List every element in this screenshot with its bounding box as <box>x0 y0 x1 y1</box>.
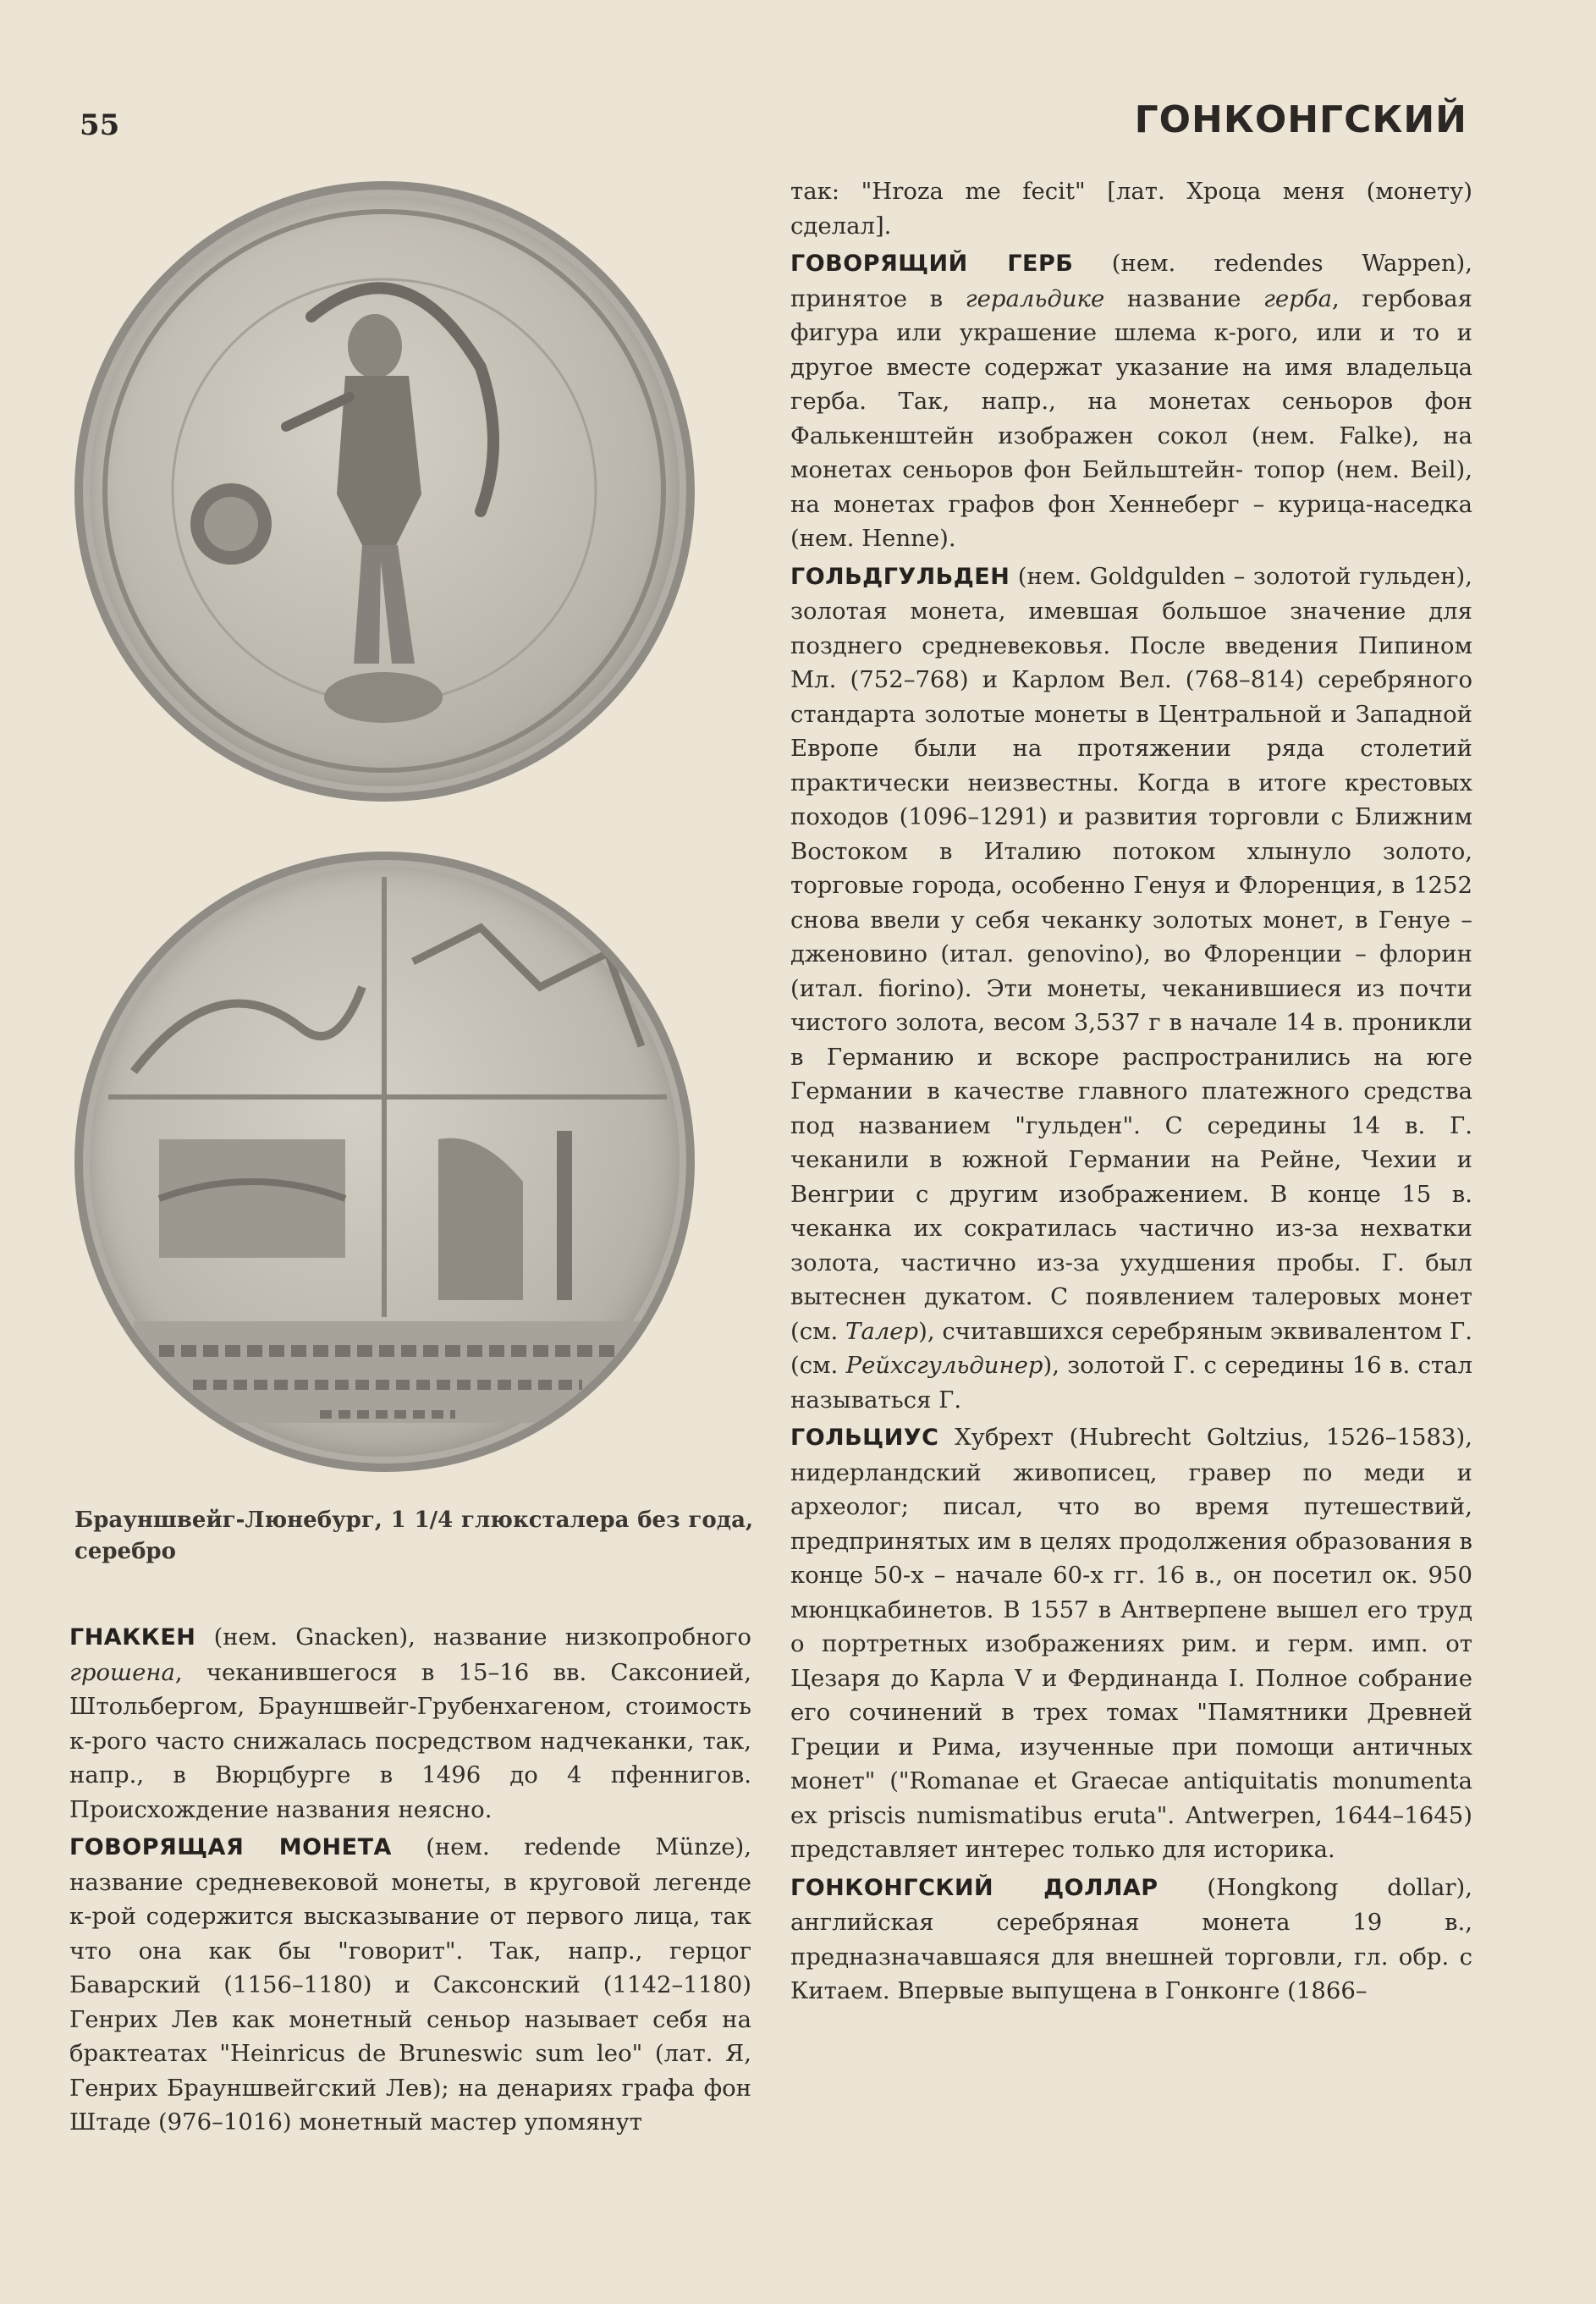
headword: ГОЛЬДГУЛЬДЕН <box>790 563 1010 590</box>
headword: ГОВОРЯЩАЯ МОНЕТА <box>69 1834 392 1860</box>
headword: ГОВОРЯЩИЙ ГЕРБ <box>790 251 1074 277</box>
cross-reference: Талер <box>845 1317 919 1345</box>
running-head: ГОНКОНГСКИЙ <box>1134 98 1467 141</box>
entry-text: (нем. redendes Wappen), принятое в <box>790 250 1473 312</box>
coin-obverse-art <box>83 190 686 793</box>
entry-text: (нем. redende Münze), название средневековой монеты, в круговой легенде к-рой содержится высказывание от первого лица, так что она как бы "говорит". Так, напр., герцог Баварский (1156–1180) и Саксонский (1142–1180) Генрих Лев как монетный сеньор называет себя на брактеатах "Heinricus de Bruneswic sum leo" (лат. Я, Генрих Брауншвейгский Лев); на денариях графа фон Штаде (976–1016) монетный мастер упомянут <box>69 1833 752 2136</box>
coin-reverse-image <box>74 852 695 1472</box>
cross-reference: герба <box>1263 284 1332 312</box>
entry-text: (нем. Gnacken), название низкопробного <box>195 1623 751 1651</box>
headword: ГНАККЕН <box>69 1624 196 1651</box>
entry-text: так: "Hroza me fecit" [лат. Хроца меня (монету) сделал]. <box>790 178 1472 240</box>
left-column <box>69 1620 751 2143</box>
coin-reverse-art <box>83 860 686 1463</box>
right-column <box>790 174 1472 2012</box>
entry-text: ), считавшихся серебряным эквивалентом Г. (см. <box>790 1317 1472 1379</box>
headword: ГОЛЬЦИУС <box>790 1425 939 1451</box>
entry-text: (нем. Goldgulden – золотой гульден), золотая монета, имевшая большое значение для позднего средневековья. После введения Пипином Мл. (752–768) и Карлом Вел. (768–814) серебряного стандарта золотые монеты в Центральной и Западной Европе были на протяжении ряда столетий практически неизвестны. Когда в итоге крестовых походов (1096–1291) и развития торговли с Ближним Востоком в Италию потоком хлынуло золото, торговые города, особенно Генуя и Флоренция, в 1252 снова ввели у себя чеканку золотых монет, в Генуе – дженовино (итал. genovino), во Флоренции – флорин (итал. fiorino). Эти монеты, чеканившиеся из почти чистого золота, весом 3,537 г в начале 14 в. проникли в Германию и вскоре распространились на юге Германии в качестве главного платежного средства под названием "гульден". С середины 14 в. Г. чеканили в южной Германии на Рейне, Чехии и Венгрии с другим изображением. В конце 15 в. чеканка их сократилась частично из-за нехватки золота, частично из-за ухудшения пробы. Г. был вытеснен дукатом. С появлением талеровых монет (см. <box>790 562 1472 1345</box>
coin-obverse-image <box>74 181 695 802</box>
entry-govoryashchiy-gerb <box>790 246 1472 556</box>
entry-text: название <box>1104 284 1264 312</box>
entry-govoryashchaya-moneta <box>69 1830 751 2140</box>
entry-text: Хубрехт (Hubrecht Goltzius, 1526–1583), нидерландский живописец, гравер по меди и археолог; писал, что во время путешествий, предпринятых им в целях продолжения образования в конце 50-х – начале 60-х гг. 16 в., он посетил ок. 950 мюнцкабинетов. В 1557 в Антверпене вышел его труд о портретных изображениях рим. и герм. имп. от Цезаря до Карла V и Фердинанда I. Полное собрание его сочинений в трех томах "Памятники Древней Греции и Рима, изученные при помощи античных монет" ("Romanae et Graecae antiquitatis monumenta ex priscis numismatibus eruta". Antwerpen, 1644–1645) представляет интерес только для историка. <box>790 1424 1472 1863</box>
entry-text: (Hongkong dollar), английская серебряная монета 19 в., предназначавшаяся для внешней торговли, гл. обр. с Китаем. Впервые выпущена в Гонконге (1866– <box>790 1873 1472 2004</box>
entry-hongkong-dollar <box>790 1871 1472 2009</box>
entry-text: , гербовая фигура или украшение шлема к-рого, или и то и другое вместе содержат указание на имя владельца герба. Так, напр., на монетах сеньоров фон Фалькенштейн изображен сокол (нем. Falke), на монетах сеньоров фон Бейльштейн- топор (нем. Beil), на монетах графов фон Хеннеберг – курица-наседка (нем. Henne). <box>790 284 1472 552</box>
cross-reference: грошена <box>69 1658 175 1686</box>
cross-reference: Рейхсгульдинер <box>845 1352 1043 1379</box>
entry-continuation <box>790 174 1472 243</box>
entry-text: ), золотой Г. с середины 16 в. стал называться Г. <box>790 1352 1472 1414</box>
cross-reference: геральдике <box>965 284 1105 312</box>
entry-text: , чеканившегося в 15–16 вв. Саксонией, Штольбергом, Брауншвейг-Грубенхагеном, стоимость к-рого часто снижалась посредством надчеканки, так, напр., в Вюрцбурге в 1496 до 4 пфеннигов. Происхождение названия неясно. <box>69 1658 751 1823</box>
figure-caption: Брауншвейг-Люнебург, 1 1/4 глюксталера без года, серебро <box>74 1508 753 1564</box>
page-number: 55 <box>80 108 120 142</box>
headword: ГОНКОНГСКИЙ ДОЛЛАР <box>790 1874 1158 1901</box>
entry-goldgulden <box>790 559 1472 1418</box>
entry-goltzius <box>790 1420 1472 1867</box>
entry-gnakken <box>69 1620 751 1827</box>
